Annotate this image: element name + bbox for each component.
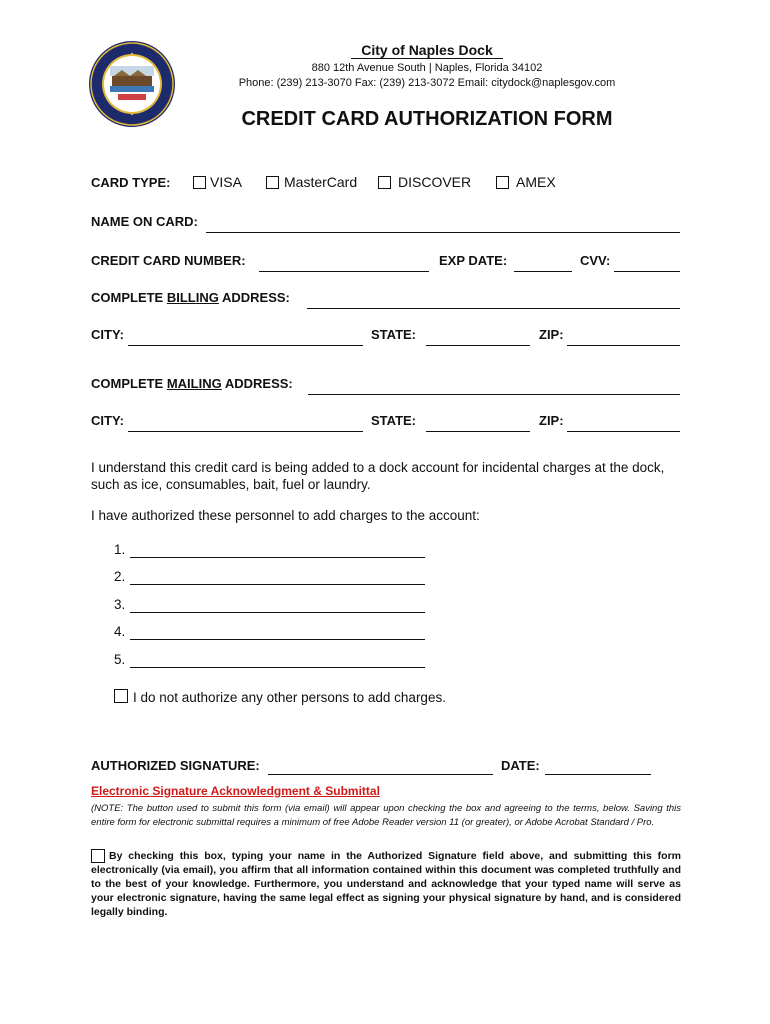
billing-state-label: STATE:	[371, 327, 417, 342]
personnel-number-5: 5.	[114, 652, 126, 667]
no-other-persons-checkbox[interactable]	[114, 689, 128, 703]
visa-label: VISA	[210, 174, 242, 190]
personnel-number-4: 4.	[114, 624, 126, 639]
cvv-field[interactable]	[614, 257, 680, 272]
esig-acknowledgment-text: By checking this box, typing your name in the Authorized Signature field above, and submitting this form electronically (via email), you affirm that all information contained within this document was completed truthfully and to the best of your knowledge. Furthermore, you understand and acknowledge that your typed name will serve as your electronic signature, having the same legal effect as signing your physical signature by hand, and is considered legally binding.	[91, 850, 681, 918]
form-title: CREDIT CARD AUTHORIZATION FORM	[241, 108, 613, 130]
billing-address-field[interactable]	[307, 294, 680, 309]
signature-label: AUTHORIZED SIGNATURE:	[91, 758, 260, 773]
billing-city-field[interactable]	[128, 331, 363, 346]
org-name: City of Naples Dock	[0, 42, 770, 58]
mailing-zip-label: ZIP:	[539, 413, 564, 428]
billing-state-field[interactable]	[426, 331, 530, 346]
org-contact: Phone: (239) 213-3070 Fax: (239) 213-3072 Email: citydock@naplesgov.com	[238, 77, 616, 89]
mastercard-label: MasterCard	[284, 174, 358, 190]
signature-field[interactable]	[268, 760, 493, 775]
personnel-number-2: 2.	[114, 569, 126, 584]
date-label: DATE:	[501, 758, 540, 773]
mailing-address-field[interactable]	[308, 380, 680, 395]
name-on-card-field[interactable]	[206, 218, 680, 233]
esig-heading: Electronic Signature Acknowledgment & Submittal	[91, 784, 380, 798]
personnel-number-1: 1.	[114, 542, 126, 557]
exp-date-label: EXP DATE:	[439, 253, 508, 268]
personnel-field-2[interactable]	[130, 570, 425, 585]
amex-checkbox[interactable]	[496, 176, 509, 189]
billing-city-label: CITY:	[91, 327, 124, 342]
billing-address-label: COMPLETE BILLING ADDRESS:	[91, 290, 290, 305]
understand-paragraph: I understand this credit card is being added to a dock account for incidental charges at the dock, such as ice, consumables, bait, fuel or laundry.	[91, 460, 665, 492]
card-number-label: CREDIT CARD NUMBER:	[91, 253, 246, 268]
name-on-card-label: NAME ON CARD:	[91, 214, 198, 229]
visa-checkbox[interactable]	[193, 176, 206, 189]
personnel-field-4[interactable]	[130, 625, 425, 640]
card-type-label: CARD TYPE:	[91, 175, 171, 190]
personnel-field-5[interactable]	[130, 653, 425, 668]
mastercard-checkbox[interactable]	[266, 176, 279, 189]
no-other-persons-label: I do not authorize any other persons to add charges.	[133, 690, 446, 705]
billing-zip-label: ZIP:	[539, 327, 564, 342]
authorized-paragraph: I have authorized these personnel to add charges to the account:	[91, 508, 480, 523]
personnel-field-1[interactable]	[130, 543, 425, 558]
amex-label: AMEX	[516, 174, 556, 190]
org-address: 880 12th Avenue South | Naples, Florida 34102	[311, 62, 543, 74]
billing-zip-field[interactable]	[567, 331, 680, 346]
discover-label: DISCOVER	[398, 174, 472, 190]
esig-note: (NOTE: The button used to submit this form (via email) will appear upon checking the box and agreeing to the terms, below. Saving this entire form for electronic submittal requires a minimum of free Adobe Reader version 11 (or greater), or Adobe Acrobat Standard / Pro.	[91, 803, 681, 828]
date-field[interactable]	[545, 760, 651, 775]
card-number-field[interactable]	[259, 257, 429, 272]
mailing-state-label: STATE:	[371, 413, 417, 428]
personnel-field-3[interactable]	[130, 598, 425, 613]
mailing-address-label: COMPLETE MAILING ADDRESS:	[91, 376, 293, 391]
personnel-number-3: 3.	[114, 597, 126, 612]
mailing-city-label: CITY:	[91, 413, 124, 428]
mailing-state-field[interactable]	[426, 417, 530, 432]
mailing-zip-field[interactable]	[567, 417, 680, 432]
discover-checkbox[interactable]	[378, 176, 391, 189]
cvv-label: CVV:	[580, 253, 611, 268]
exp-date-field[interactable]	[514, 257, 572, 272]
mailing-city-field[interactable]	[128, 417, 363, 432]
